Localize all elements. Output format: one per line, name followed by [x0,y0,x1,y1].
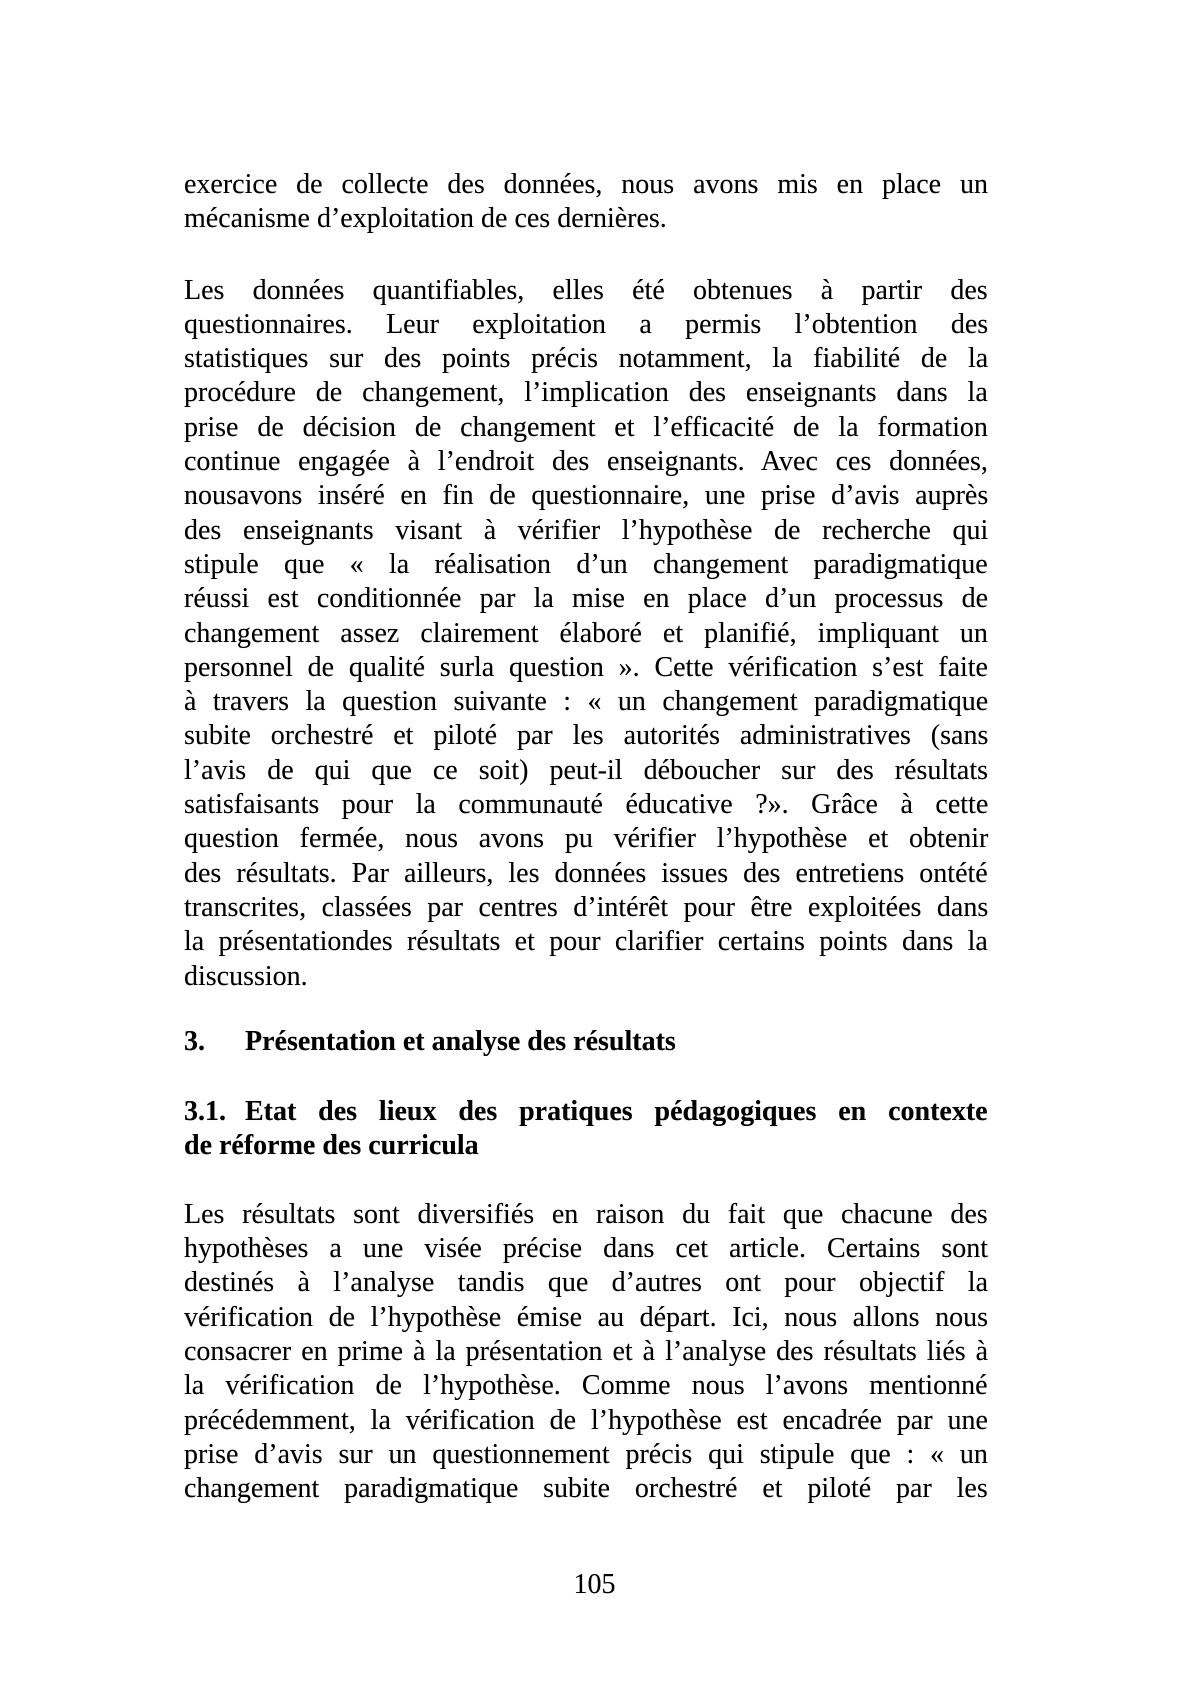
text-line: la présentationdes résultats et pour clarifier certains points dans la [184,926,988,958]
text-line: des enseignants visant à vérifier l’hypothèse de recherche qui [184,514,989,546]
text-line: changement assez clairement élaboré et planifié, impliquant un [184,617,988,649]
text-line: exercice de collecte des données, nous avons mis en place un [184,169,988,200]
text-line: satisfaisants pour la communauté éducative ?». Grâce à cette [184,789,989,821]
text-line: prise de décision de changement et l’efficacité de la formation [184,411,988,443]
text-line: discussion. [184,960,308,992]
page-number: 105 [573,1569,616,1600]
text-line: à travers la question suivante : « un changement paradigmatique [184,686,989,718]
heading-number: 3. [184,1025,205,1057]
text-line: vérification de l’hypothèse émise au départ. Ici, nous allons nous [184,1301,989,1333]
text-line: personnel de qualité surla question ». Cette vérification s’est faite [184,651,988,683]
text-line: prise d’avis sur un questionnement précis qui stipule que : « un [184,1438,988,1470]
page-footer [0,1568,1189,1602]
heading-line: 3. Présentation et analyse des résultats [184,1025,988,1059]
text-line: mécanisme d’exploitation de ces dernières. [184,203,667,235]
section-heading [184,1025,988,1059]
paragraph-3 [184,1198,988,1507]
text-line: nousavons inséré en fin de questionnaire, une prise d’avis auprès [184,480,989,512]
text-line: continue engagée à l’endroit des enseignants. Avec ces données, [184,446,988,478]
text-line: des résultats. Par ailleurs, les données issues des entretiens ontété [184,857,988,889]
text-line: hypothèses a une visée précise dans cet article. Certains sont [184,1233,988,1265]
paragraph-2 [184,274,988,994]
text-line: Les données quantifiables, elles été obtenues à partir des [184,274,988,306]
text-line: subite orchestré et piloté par les autorités administratives (sans [184,720,989,752]
text-line: précédemment, la vérification de l’hypothèse est encadrée par une [184,1404,988,1436]
text-line: questionnaires. Leur exploitation a permis l’obtention des [184,308,989,340]
heading-line: 3.1. Etat des lieux des pratiques pédagogiques en contexte [184,1095,988,1129]
heading-number: 3.1. [184,1096,226,1128]
text-line: stipule que « la réalisation d’un changement paradigmatique [184,548,988,580]
text-line: réussi est conditionnée par la mise en place d’un processus de [184,583,989,615]
text-line: consacrer en prime à la présentation et à l’analyse des résultats liés à [184,1335,989,1367]
text-line: la vérification de l’hypothèse. Comme nous l’avons mentionné [184,1370,988,1402]
text-line: Les résultats sont diversifiés en raison du fait que chacune des [184,1198,988,1230]
text-line: procédure de changement, l’implication des enseignants dans la [184,377,988,409]
page-content [184,168,988,1506]
paragraph-1 [184,168,988,237]
text-line: changement paradigmatique subite orchestré et piloté par les [184,1473,988,1505]
text-line: transcrites, classées par centres d’intérêt pour être exploitées dans [184,891,989,923]
subsection-heading [184,1095,988,1164]
text-line: question fermée, nous avons pu vérifier l’hypothèse et obtenir [184,823,989,855]
heading-line: de réforme des curricula [184,1130,479,1162]
text-line: destinés à l’analyse tandis que d’autres ont pour objectif la [184,1267,989,1299]
text-line: l’avis de qui que ce soit) peut-il déboucher sur des résultats [184,754,989,786]
text-line: statistiques sur des points précis notamment, la fiabilité de la [184,343,989,375]
